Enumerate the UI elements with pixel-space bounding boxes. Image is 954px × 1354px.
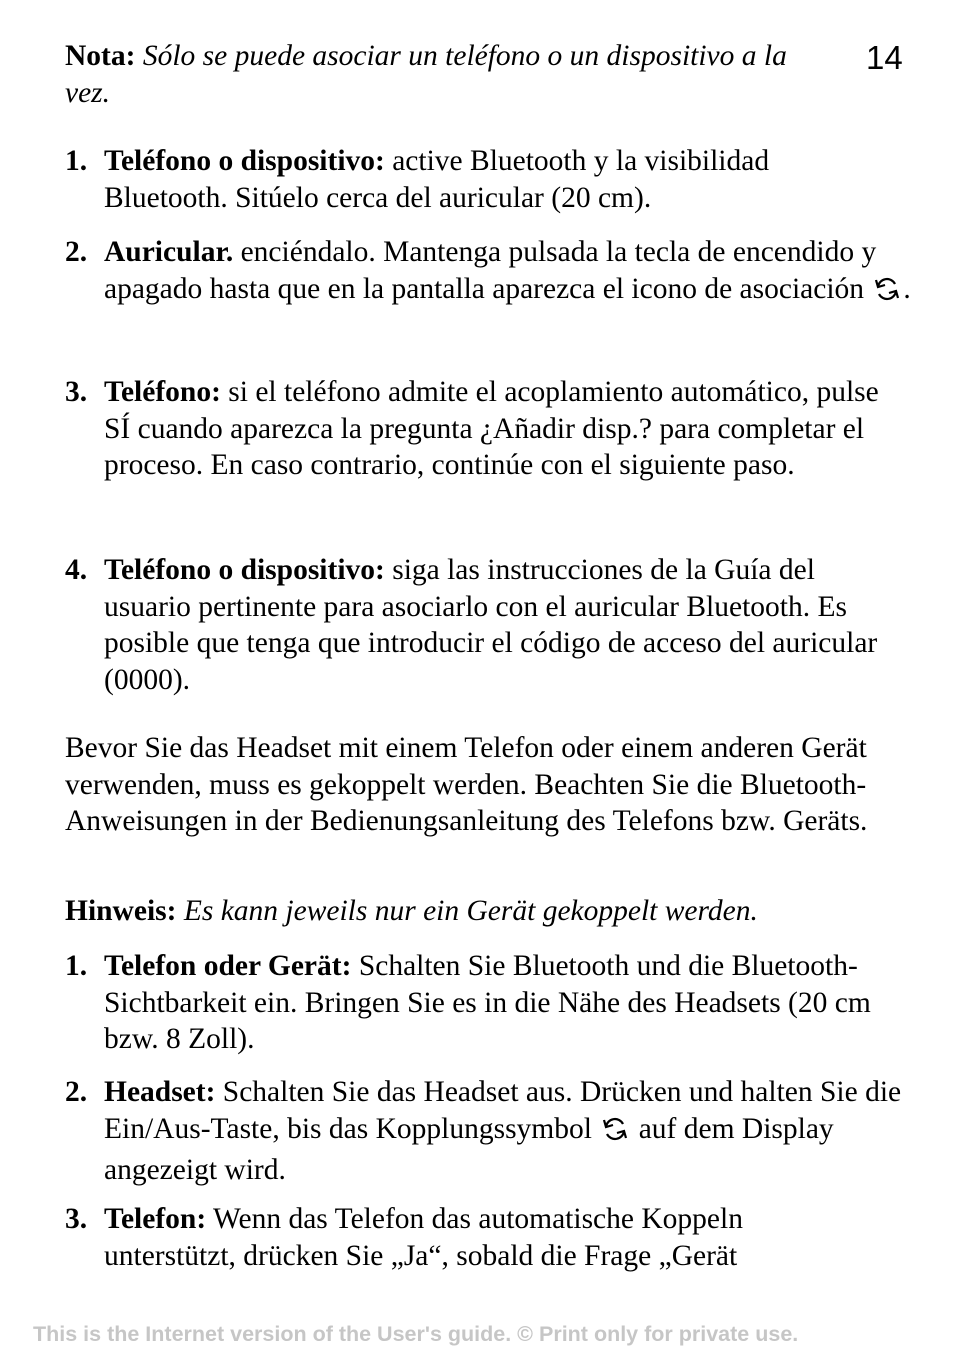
spanish-note-text: Sólo se puede asociar un teléfono o un dispositivo a la vez. bbox=[65, 40, 787, 109]
step-label: Teléfono o dispositivo: bbox=[104, 145, 385, 177]
step-text: Schalten Sie das Headset aus. Drücken und halten Sie die Ein/Aus-Taste, bis das Kopplungssymbol bbox=[104, 1076, 902, 1145]
german-step-1 bbox=[65, 948, 920, 1058]
step-label: Telefon oder Gerät: bbox=[104, 950, 352, 982]
spanish-step-2 bbox=[65, 234, 915, 312]
step-number: 1. bbox=[65, 950, 88, 982]
german-note bbox=[65, 893, 915, 930]
step-text: enciéndalo. Mantenga pulsada la tecla de encendido y apagado hasta que en la pantalla aparezca el icono de asociación bbox=[104, 236, 877, 305]
german-intro: Bevor Sie das Headset mit einem Telefon oder einem anderen Gerät verwenden, muss es gekoppelt werden. Beachten Sie die Bluetooth-Anweisungen in der Bedienungsanleitung des Telefons bzw. Geräts. bbox=[65, 732, 868, 837]
step-number: 2. bbox=[65, 1076, 88, 1108]
step-text: active Bluetooth y la visibilidad Bluetooth. Sitúelo cerca del auricular (20 cm). bbox=[104, 145, 770, 214]
pairing-icon bbox=[873, 275, 901, 313]
german-step-2 bbox=[65, 1074, 915, 1189]
step-text-end: auf dem Display angezeigt wird. bbox=[104, 1112, 834, 1186]
step-text: Wenn das Telefon das automatische Koppeln unterstützt, drücken Sie „Ja“, sobald die Frage „Gerät bbox=[104, 1203, 743, 1272]
step-number: 2. bbox=[65, 236, 88, 268]
page-number: 14 bbox=[866, 39, 903, 76]
step-label: Teléfono o dispositivo: bbox=[104, 554, 385, 586]
footer-watermark: This is the Internet version of the User's guide. © Print only for private use. bbox=[33, 1322, 799, 1346]
spanish-note-label: Nota: bbox=[65, 40, 136, 72]
step-label: Telefon: bbox=[104, 1203, 207, 1235]
step-number: 3. bbox=[65, 376, 88, 408]
step-text-end: . bbox=[903, 272, 911, 305]
step-label: Auricular. bbox=[104, 236, 234, 268]
step-text: Schalten Sie Bluetooth und die Bluetooth-Sichtbarkeit ein. Bringen Sie es in die Nähe des Headsets (20 cm bzw. 8 Zoll). bbox=[104, 950, 871, 1055]
step-number: 3. bbox=[65, 1203, 88, 1235]
german-note-text: Es kann jeweils nur ein Gerät gekoppelt werden. bbox=[183, 895, 758, 927]
spanish-note bbox=[65, 38, 825, 111]
step-number: 4. bbox=[65, 554, 88, 586]
spanish-step-1 bbox=[65, 143, 865, 216]
german-step-3 bbox=[65, 1201, 825, 1274]
step-text: si el teléfono admite el acoplamiento automático, pulse SÍ cuando aparezca la pregunta ¿Añadir disp.? para completar el proceso. En caso contrario, continúe con el siguiente paso. bbox=[104, 376, 879, 481]
german-note-label: Hinweis: bbox=[65, 895, 177, 927]
step-number: 1. bbox=[65, 145, 88, 177]
step-label: Headset: bbox=[104, 1076, 216, 1108]
step-label: Teléfono: bbox=[104, 376, 221, 408]
step-text: siga las instrucciones de la Guía del usuario pertinente para asociarlo con el auricular Bluetooth. Es posible que tenga que introducir el código de acceso del auricular (0000). bbox=[104, 554, 878, 696]
pairing-icon bbox=[601, 1115, 629, 1153]
spanish-step-3 bbox=[65, 374, 885, 484]
spanish-step-4 bbox=[65, 552, 885, 698]
